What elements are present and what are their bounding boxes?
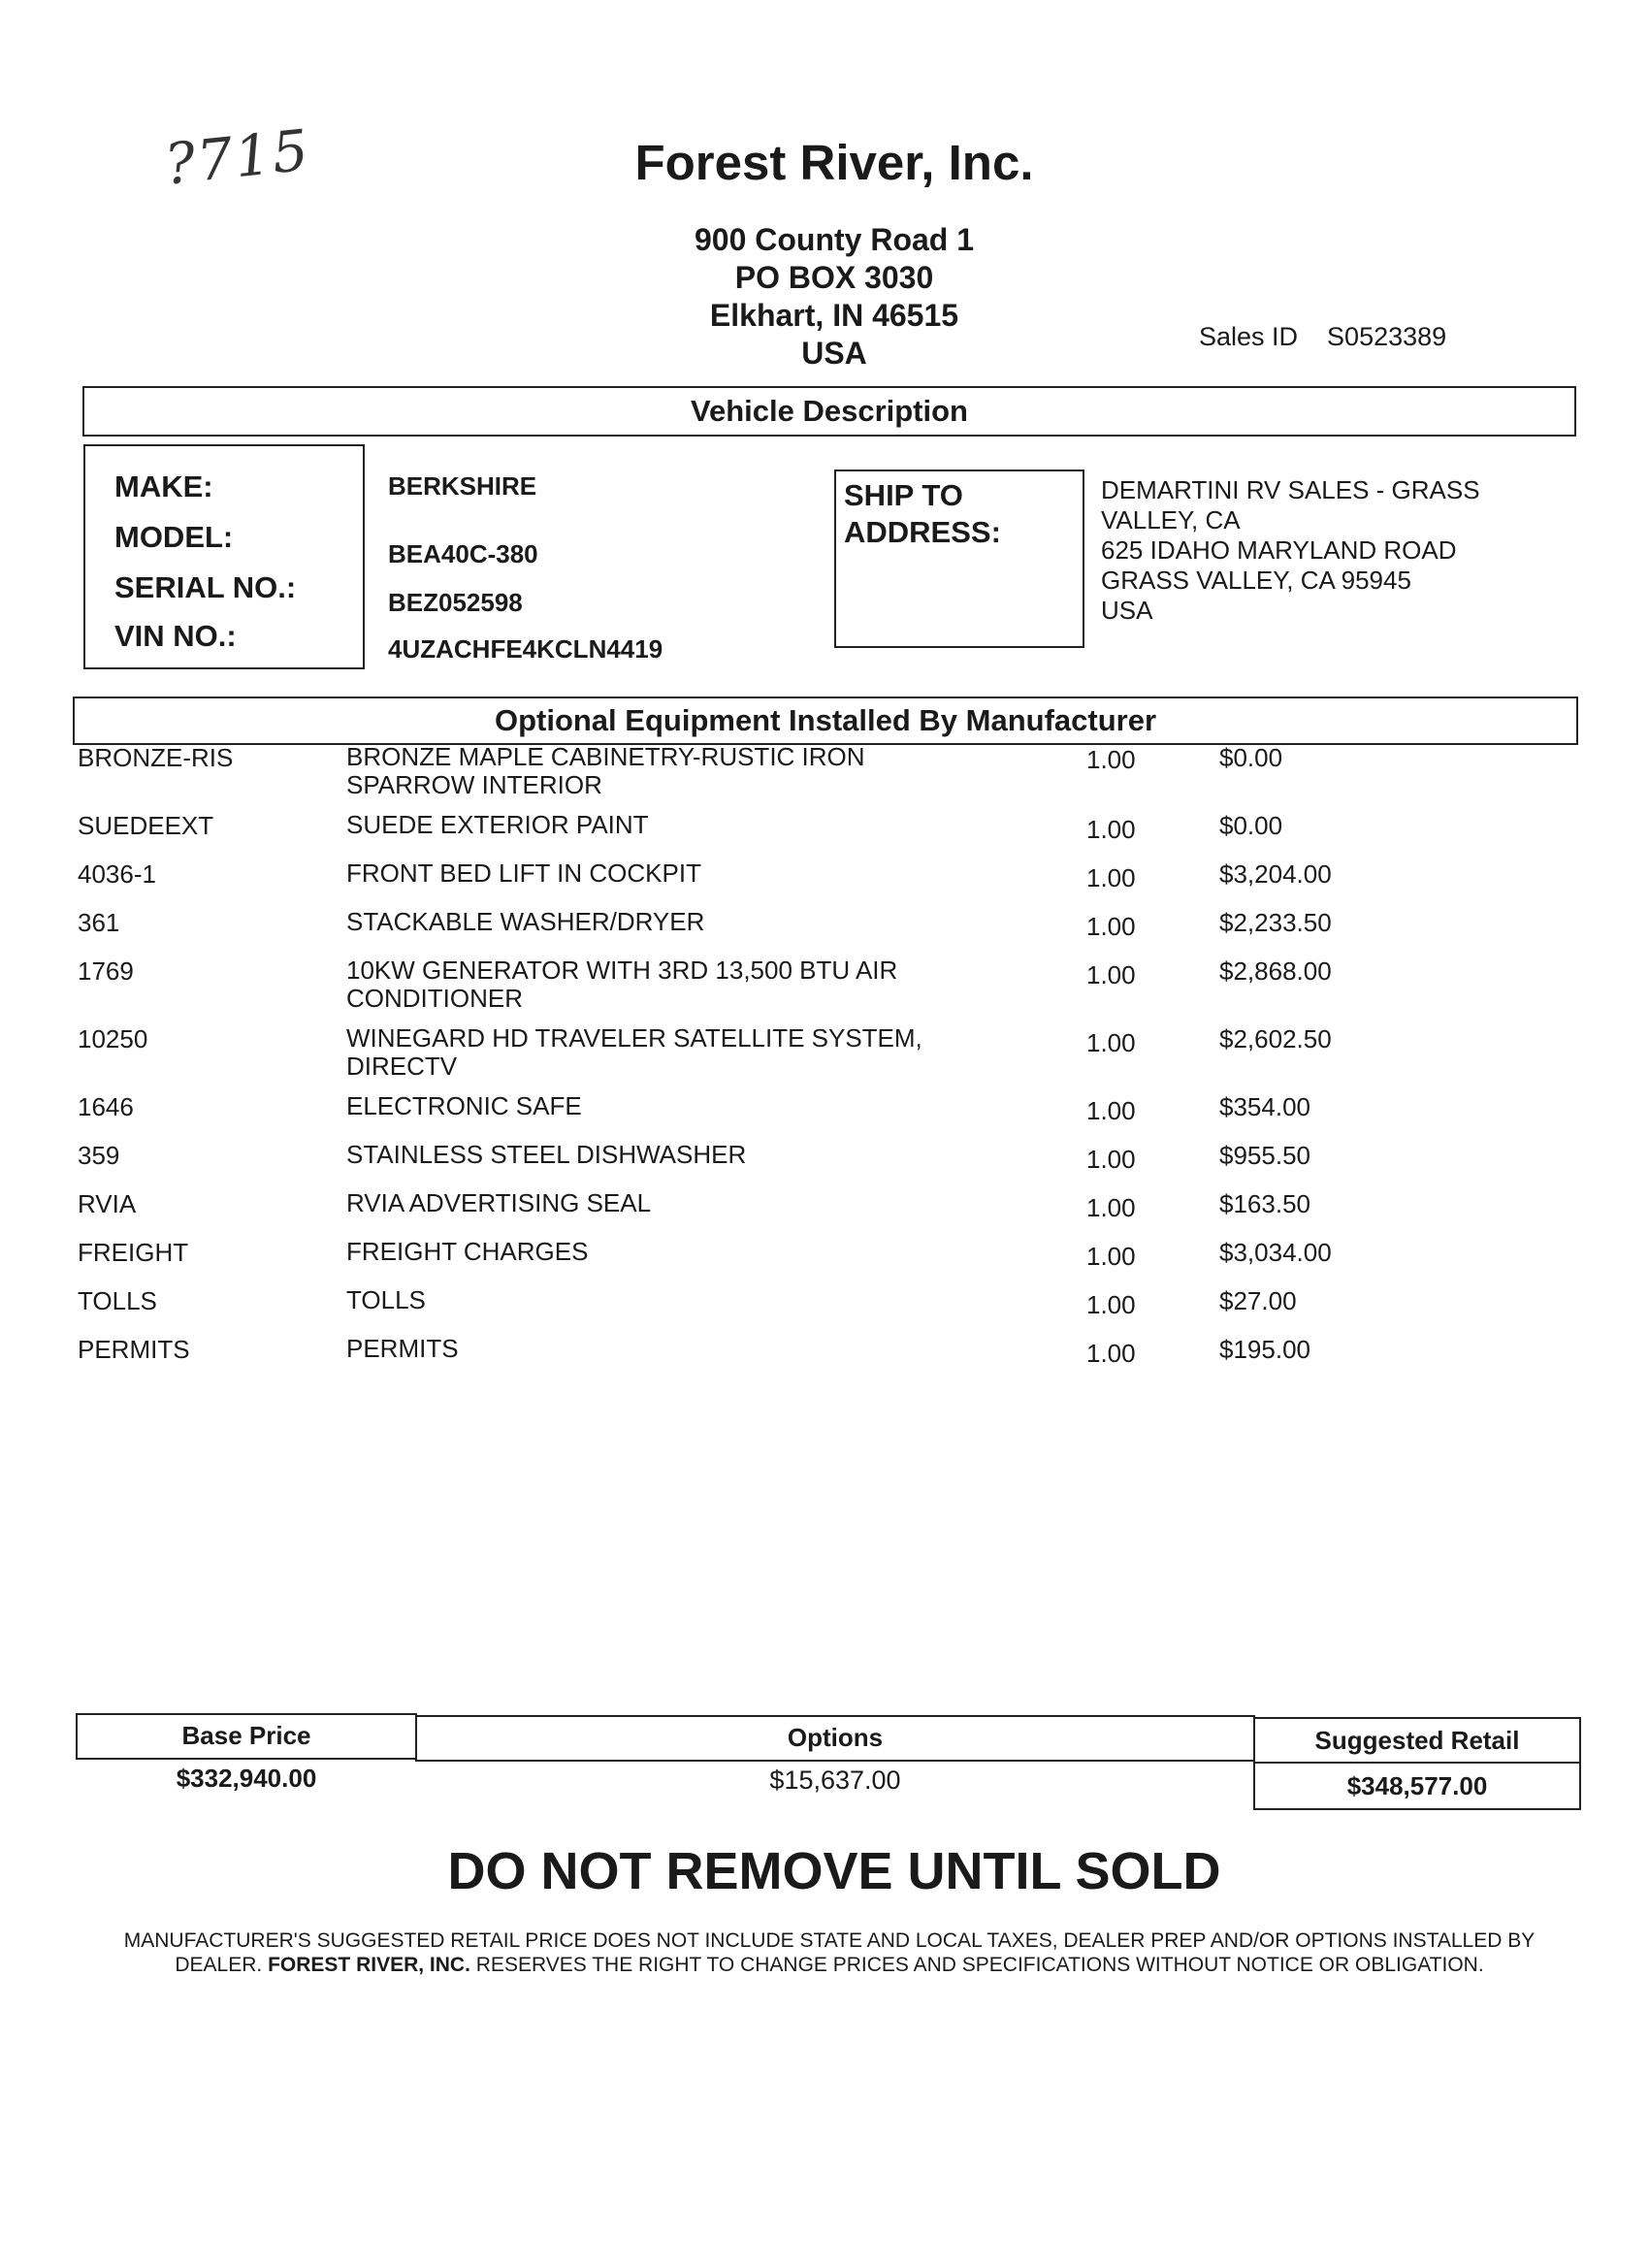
options-label: Options <box>415 1715 1255 1762</box>
handwritten-note: ?715 <box>161 116 313 198</box>
ship-address-line-1: DEMARTINI RV SALES - GRASS <box>1101 475 1480 504</box>
address-line-3: Elkhart, IN 46515 <box>709 298 959 333</box>
equipment-quantity: 1.00 <box>1086 1193 1136 1222</box>
equipment-price: $955.50 <box>1219 1141 1310 1170</box>
equipment-price: $195.00 <box>1219 1335 1310 1364</box>
vehicle-labels-box <box>83 444 365 669</box>
make-label: MAKE: <box>114 470 213 503</box>
equipment-price: $2,233.50 <box>1219 908 1332 937</box>
equipment-code: FREIGHT <box>78 1238 189 1267</box>
equipment-description: STAINLESS STEEL DISHWASHER <box>346 1140 747 1169</box>
suggested-retail-value: $348,577.00 <box>1253 1762 1581 1810</box>
equipment-description: FRONT BED LIFT IN COCKPIT <box>346 859 701 888</box>
equipment-code: 1769 <box>78 956 134 986</box>
equipment-quantity: 1.00 <box>1086 1028 1136 1057</box>
ship-address-line-5: USA <box>1101 596 1153 625</box>
equipment-quantity: 1.00 <box>1086 1339 1136 1368</box>
vehicle-description-header: Vehicle Description <box>82 386 1576 437</box>
company-name: Forest River, Inc. <box>634 135 1034 190</box>
disclaimer-company: FOREST RIVER, INC. <box>268 1954 470 1976</box>
equipment-code: 1646 <box>78 1092 134 1121</box>
equipment-description: SUEDE EXTERIOR PAINT <box>346 810 649 839</box>
sales-id-label: Sales ID <box>1199 322 1299 351</box>
equipment-code: 361 <box>78 908 120 937</box>
equipment-code: SUEDEEXT <box>78 811 214 840</box>
equipment-description: 10KW GENERATOR WITH 3RD 13,500 BTU AIR CONDITIONER <box>346 956 898 1013</box>
equipment-quantity: 1.00 <box>1086 1096 1136 1125</box>
ship-to-label-2: ADDRESS: <box>844 515 1001 549</box>
equipment-code: 10250 <box>78 1024 148 1053</box>
disclaimer-text-1: MANUFACTURER'S SUGGESTED RETAIL PRICE DOES NOT INCLUDE STATE AND LOCAL TAXES, DEALER PREP AND/OR OPTIONS INSTALLED BY DEALER. <box>123 1929 1536 1976</box>
equipment-price: $0.00 <box>1219 743 1283 772</box>
equipment-code: BRONZE-RIS <box>78 743 234 772</box>
equipment-quantity: 1.00 <box>1086 1145 1136 1174</box>
serial-value: BEZ052598 <box>388 588 523 617</box>
address-line-2: PO BOX 3030 <box>734 260 934 295</box>
equipment-price: $3,204.00 <box>1219 859 1332 889</box>
equipment-description: TOLLS <box>346 1285 426 1314</box>
equipment-quantity: 1.00 <box>1086 1242 1136 1271</box>
equipment-price: $0.00 <box>1219 811 1283 840</box>
base-price-value: $332,940.00 <box>176 1764 317 1793</box>
equipment-price: $27.00 <box>1219 1286 1297 1315</box>
options-value: $15,637.00 <box>769 1766 901 1795</box>
equipment-description: PERMITS <box>346 1334 459 1363</box>
do-not-remove-warning: DO NOT REMOVE UNTIL SOLD <box>447 1842 1221 1900</box>
equipment-quantity: 1.00 <box>1086 912 1136 941</box>
sales-id-value: S0523389 <box>1327 322 1447 351</box>
vin-value: 4UZACHFE4KCLN4419 <box>388 634 663 664</box>
equipment-description: BRONZE MAPLE CABINETRY-RUSTIC IRON SPARROW INTERIOR <box>346 742 865 799</box>
address-line-1: 900 County Road 1 <box>694 222 975 257</box>
equipment-description: ELECTRONIC SAFE <box>346 1091 582 1120</box>
serial-label: SERIAL NO.: <box>114 570 297 604</box>
sales-id <box>1199 322 1446 352</box>
optional-equipment-header: Optional Equipment Installed By Manufacturer <box>73 697 1578 745</box>
suggested-retail-label: Suggested Retail <box>1253 1717 1581 1764</box>
price-disclaimer <box>87 1928 1571 1977</box>
equipment-quantity: 1.00 <box>1086 1290 1136 1319</box>
equipment-price: $3,034.00 <box>1219 1238 1332 1267</box>
equipment-code: RVIA <box>78 1189 137 1218</box>
address-line-4: USA <box>801 336 867 371</box>
equipment-code: 4036-1 <box>78 859 156 889</box>
model-value: BEA40C-380 <box>388 539 538 568</box>
equipment-code: 359 <box>78 1141 120 1170</box>
equipment-quantity: 1.00 <box>1086 960 1136 989</box>
equipment-description: WINEGARD HD TRAVELER SATELLITE SYSTEM, DIRECTV <box>346 1023 922 1081</box>
ship-to-label-1: SHIP TO <box>844 478 963 512</box>
equipment-description: STACKABLE WASHER/DRYER <box>346 907 705 936</box>
equipment-quantity: 1.00 <box>1086 863 1136 892</box>
ship-address-line-4: GRASS VALLEY, CA 95945 <box>1101 566 1411 595</box>
equipment-description: RVIA ADVERTISING SEAL <box>346 1188 652 1217</box>
ship-address-line-3: 625 IDAHO MARYLAND ROAD <box>1101 535 1457 565</box>
base-price-label: Base Price <box>76 1713 417 1760</box>
vin-label: VIN NO.: <box>114 619 237 653</box>
model-label: MODEL: <box>114 520 234 554</box>
equipment-price: $2,868.00 <box>1219 956 1332 986</box>
ship-to-box <box>834 470 1084 648</box>
equipment-code: TOLLS <box>78 1286 157 1315</box>
equipment-price: $354.00 <box>1219 1092 1310 1121</box>
equipment-price: $2,602.50 <box>1219 1024 1332 1053</box>
disclaimer-text-2: RESERVES THE RIGHT TO CHANGE PRICES AND SPECIFICATIONS WITHOUT NOTICE OR OBLIGATION. <box>475 1954 1484 1976</box>
equipment-quantity: 1.00 <box>1086 815 1136 844</box>
ship-address-line-2: VALLEY, CA <box>1101 505 1241 535</box>
equipment-code: PERMITS <box>78 1335 190 1364</box>
equipment-price: $163.50 <box>1219 1189 1310 1218</box>
make-value: BERKSHIRE <box>388 471 537 501</box>
equipment-description: FREIGHT CHARGES <box>346 1237 589 1266</box>
ship-to-address <box>1101 475 1480 626</box>
equipment-quantity: 1.00 <box>1086 745 1136 774</box>
